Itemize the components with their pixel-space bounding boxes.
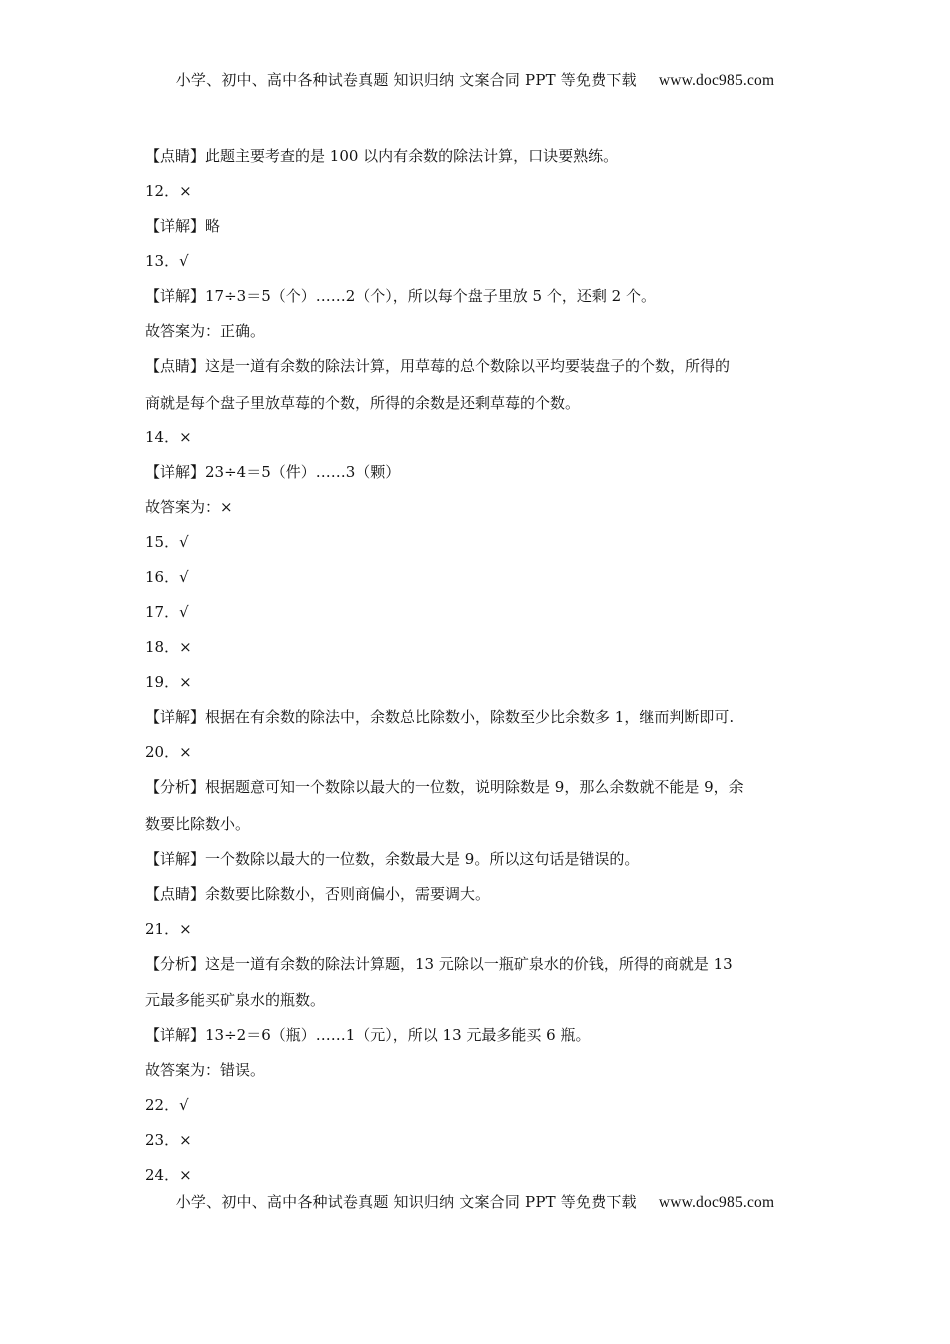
- text-line: 【详解】一个数除以最大的一位数，余数最大是 9。所以这句话是错误的。: [145, 850, 640, 868]
- footer-text: 小学、初中、高中各种试卷真题 知识归纳 文案合同 PPT 等免费下载: [175, 1193, 637, 1211]
- text-line: 【详解】13÷2＝6（瓶）……1（元），所以 13 元最多能买 6 瓶。: [145, 1026, 591, 1044]
- text-line: 【点睛】此题主要考查的是 100 以内有余数的除法计算，口诀要熟练。: [145, 147, 619, 165]
- text-line: 数要比除数小。: [145, 815, 251, 833]
- page-header: [0, 69, 950, 90]
- text-line: 【点睛】这是一道有余数的除法计算，用草莓的总个数除以平均要装盘子的个数，所得的: [145, 357, 731, 375]
- text-line: 【分析】这是一道有余数的除法计算题，13 元除以一瓶矿泉水的价钱，所得的商就是 13: [145, 955, 733, 973]
- text-line: 【详解】略: [145, 217, 221, 235]
- text-line: 元最多能买矿泉水的瓶数。: [145, 991, 326, 1009]
- answer-line: 17．√: [145, 603, 189, 621]
- text-line: 故答案为：×: [145, 498, 233, 516]
- text-line: 【分析】根据题意可知一个数除以最大的一位数，说明除数是 9，那么余数就不能是 9，余: [145, 778, 744, 796]
- text-line: 【点睛】余数要比除数小，否则商偏小，需要调大。: [145, 885, 491, 903]
- answer-line: 24．×: [145, 1166, 192, 1184]
- answer-line: 21．×: [145, 920, 192, 938]
- text-line: 故答案为：正确。: [145, 322, 266, 340]
- answer-line: 19．×: [145, 673, 192, 691]
- answer-line: 22．√: [145, 1096, 189, 1114]
- text-line: 故答案为：错误。: [145, 1061, 266, 1079]
- page-footer: [0, 1191, 950, 1212]
- text-line: 【详解】23÷4＝5（件）……3（颗）: [145, 463, 401, 481]
- text-line: 商就是每个盘子里放草莓的个数，所得的余数是还剩草莓的个数。: [145, 394, 581, 412]
- header-url: www.doc985.com: [658, 72, 775, 89]
- answer-line: 20．×: [145, 743, 192, 761]
- answer-line: 15．√: [145, 533, 189, 551]
- text-line: 【详解】根据在有余数的除法中，余数总比除数小，除数至少比余数多 1，继而判断即可.: [145, 708, 735, 726]
- text-line: 【详解】17÷3＝5（个）……2（个），所以每个盘子里放 5 个，还剩 2 个。: [145, 287, 656, 305]
- answer-line: 18．×: [145, 638, 192, 656]
- header-text: 小学、初中、高中各种试卷真题 知识归纳 文案合同 PPT 等免费下载: [175, 71, 637, 89]
- footer-url: www.doc985.com: [658, 1194, 775, 1211]
- answer-line: 14．×: [145, 428, 192, 446]
- answer-line: 23．×: [145, 1131, 192, 1149]
- answer-line: 12．×: [145, 182, 192, 200]
- answer-line: 13．√: [145, 252, 189, 270]
- answer-line: 16．√: [145, 568, 189, 586]
